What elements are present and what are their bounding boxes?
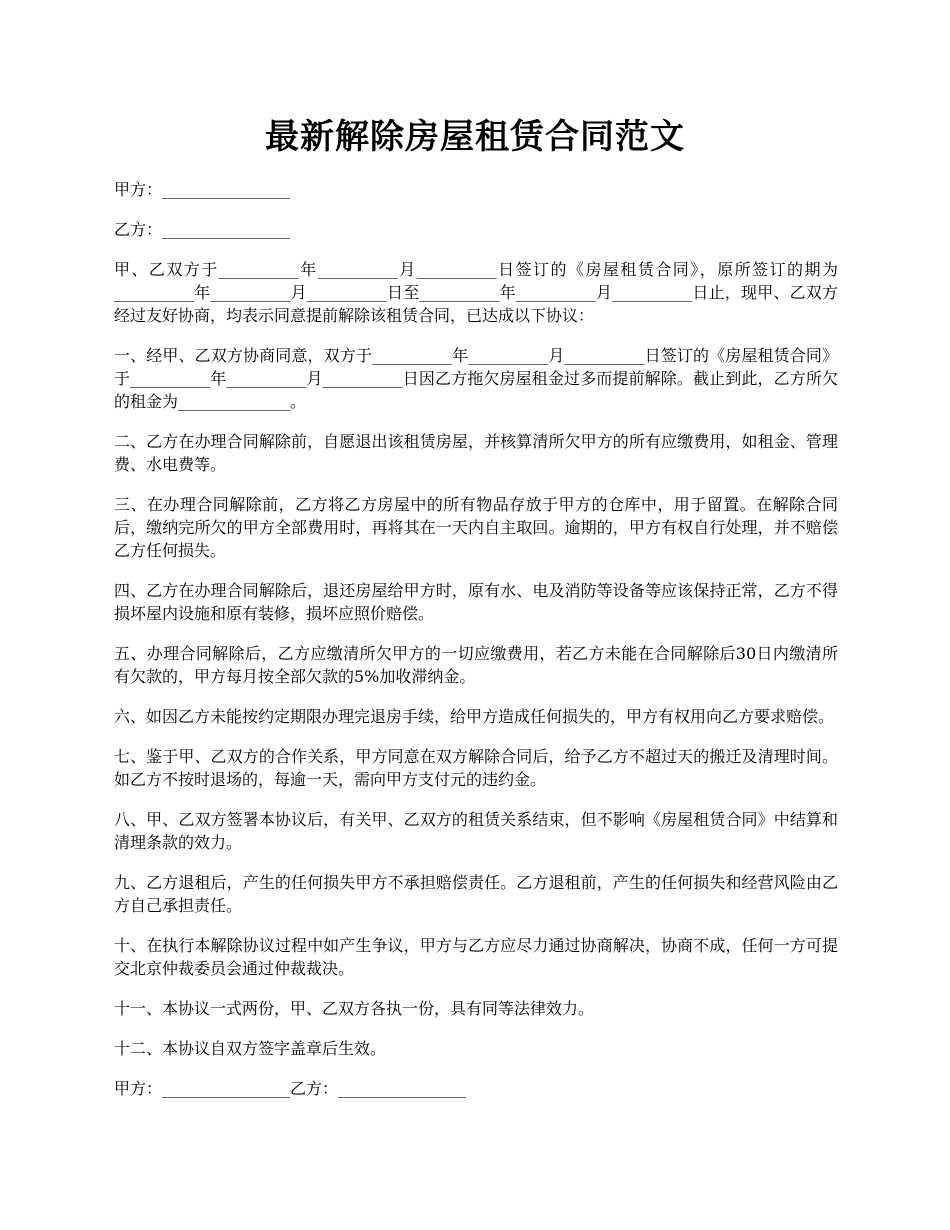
signature-line: 甲方：________________乙方：________________: [114, 1079, 467, 1098]
clause-3: 三、在办理合同解除前，乙方将乙方房屋中的所有物品存放于甲方的仓库中，用于留置。在解除合同后，缴纳完所欠的甲方全部费用时，再将其在一天内自主取回。逾期的，甲方有权自行处理，并不赔偿乙方任何损失。: [114, 495, 838, 560]
clause-9: 九、乙方退租后，产生的任何损失甲方不承担赔偿责任。乙方退租前，产生的任何损失和经营风险由乙方自己承担责任。: [114, 873, 838, 915]
clause-10: 十、在执行本解除协议过程中如产生争议，甲方与乙方应尽力通过协商解决，协商不成，任何一方可提交北京仲裁委员会通过仲裁裁决。: [114, 936, 838, 978]
document-title: 最新解除房屋租赁合同范文: [265, 117, 685, 157]
clause-4: 四、乙方在办理合同解除后，退还房屋给甲方时，原有水、电及消防等设备等应该保持正常，乙方不得损坏屋内设施和原有装修，损坏应照价赔偿。: [114, 581, 838, 623]
clause-12: 十二、本协议自双方签字盖章后生效。: [114, 1039, 387, 1058]
clause-1: 一、经甲、乙双方协商同意，双方于__________年__________月__________日签订的《房屋租赁合同》于__________年__________月__________日因乙方拖欠房屋租金过多而提前解除。截止到此，乙方所欠的租金为______________。: [114, 346, 838, 411]
clause-6: 六、如因乙方未能按约定期限办理完退房手续，给甲方造成任何损失的，甲方有权用向乙方要求赔偿。: [114, 707, 835, 726]
party-a-line: 甲方：________________: [114, 180, 291, 199]
preamble-paragraph: 甲、乙双方于__________年__________月__________日签订的《房屋租赁合同》，原所签订的期为__________年__________月__________日至__________年__________月__________日止，现甲、乙双方经过友好协商，均表示同意提前解除该租赁合同，已达成以下协议：: [114, 260, 838, 325]
document-body: [114, 178, 838, 1117]
clause-5: 五、办理合同解除后，乙方应缴清所欠甲方的一切应缴费用，若乙方未能在合同解除后30日内缴清所有欠款的，甲方每月按全部欠款的5%加收滞纳金。: [114, 644, 838, 686]
clause-8: 八、甲、乙双方签署本协议后，有关甲、乙双方的租赁关系结束，但不影响《房屋租赁合同》中结算和清理条款的效力。: [114, 810, 838, 852]
party-b-line: 乙方：________________: [114, 220, 291, 239]
clause-2: 二、乙方在办理合同解除前，自愿退出该租赁房屋，并核算清所欠甲方的所有应缴费用，如租金、管理费、水电费等。: [114, 432, 838, 474]
clause-7: 七、鉴于甲、乙双方的合作关系，甲方同意在双方解除合同后，给予乙方不超过天的搬迁及清理时间。如乙方不按时退场的，每逾一天，需向甲方支付元的违约金。: [114, 747, 838, 789]
clause-11: 十一、本协议一式两份，甲、乙双方各执一份，具有同等法律效力。: [114, 999, 595, 1018]
